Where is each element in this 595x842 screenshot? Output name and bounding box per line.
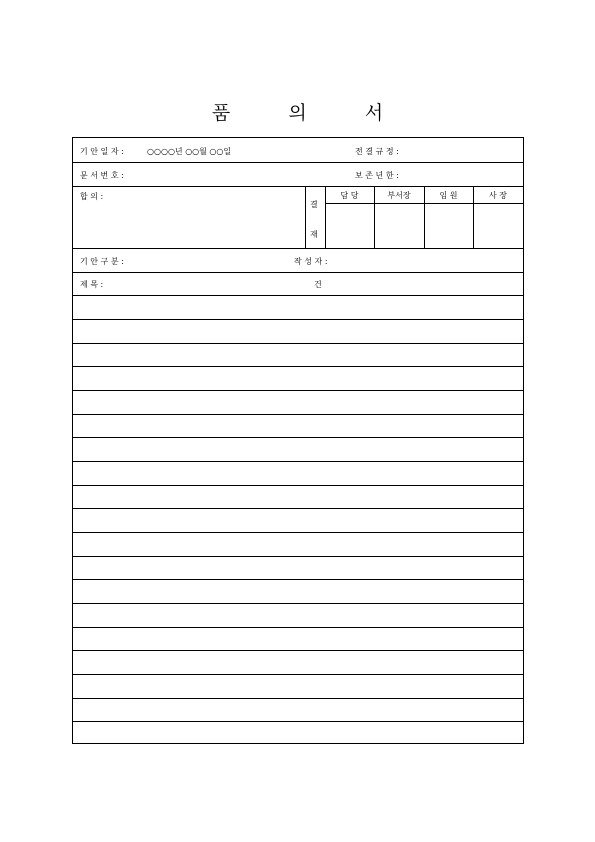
draft-type-label: 기 안 구 분 : xyxy=(80,257,124,266)
title-char: 서 xyxy=(364,102,384,124)
subject-suffix: 건 xyxy=(314,280,322,289)
body-line xyxy=(73,414,523,415)
body-line xyxy=(73,485,523,486)
approver-president: 사 장 xyxy=(489,191,507,200)
row-subject xyxy=(73,273,523,296)
body-line xyxy=(73,674,523,675)
row-doc-number xyxy=(73,163,523,187)
title-char: 의 xyxy=(288,102,307,124)
subject-label: 제 목 : xyxy=(80,280,104,289)
draft-date-value[interactable]: ○○○○년 ○○월 ○○일 xyxy=(147,147,232,156)
doc-number-label: 문 서 번 호 : xyxy=(80,171,124,180)
regulation-label: 전 결 규 정 : xyxy=(355,147,399,156)
approver-staff: 담 당 xyxy=(340,191,359,200)
approval-label-bottom: 재 xyxy=(310,230,318,239)
row-draft-type xyxy=(73,249,523,273)
body-line xyxy=(73,603,523,604)
body-line xyxy=(73,366,523,367)
divider xyxy=(305,187,306,248)
body-line xyxy=(73,650,523,651)
approver-executive: 임 원 xyxy=(439,191,458,200)
body-line xyxy=(73,721,523,722)
body-line xyxy=(73,579,523,580)
row-agreement xyxy=(73,187,523,249)
author-label: 작 성 자 : xyxy=(294,257,328,266)
body-line xyxy=(73,698,523,699)
approval-form xyxy=(72,137,524,744)
draft-date-label: 기 안 일 자 : xyxy=(80,147,124,156)
approver-dept-head: 부서장 xyxy=(387,191,411,200)
body-line xyxy=(73,343,523,344)
document-title xyxy=(0,98,595,125)
body-line xyxy=(73,319,523,320)
agreement-label: 합 의 : xyxy=(80,192,104,201)
body-line xyxy=(73,461,523,462)
row-draft-date xyxy=(73,138,523,163)
body-line xyxy=(73,556,523,557)
body-line xyxy=(73,627,523,628)
retention-label: 보 존 년 한 : xyxy=(355,171,399,180)
body-line xyxy=(73,532,523,533)
approval-label-top: 결 xyxy=(310,200,318,209)
body-line xyxy=(73,508,523,509)
body-line xyxy=(73,437,523,438)
title-char: 품 xyxy=(211,102,231,124)
body-line xyxy=(73,390,523,391)
